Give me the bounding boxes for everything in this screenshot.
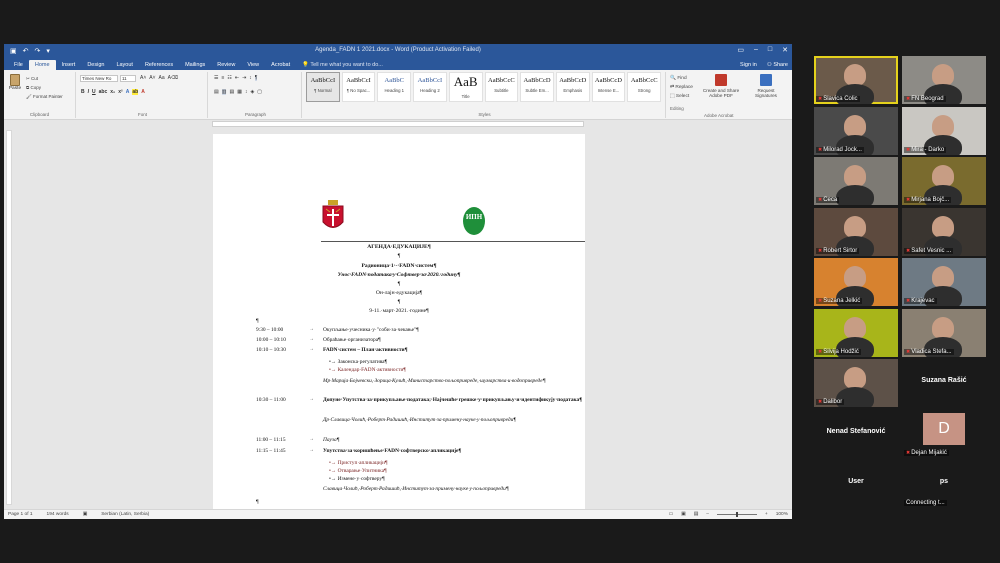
style-sample: AaBbCcI [310, 77, 336, 84]
participant-name: Krajevac [911, 298, 935, 304]
shrink-font-icon[interactable]: A˅ [149, 75, 156, 81]
participant-name-label [816, 399, 844, 405]
text-effects-icon[interactable]: A [125, 89, 130, 95]
participant-tile[interactable] [814, 359, 898, 407]
document-page[interactable] [213, 134, 585, 509]
clear-formatting-icon[interactable]: A⌫ [167, 75, 179, 81]
style-name: Intense E... [597, 88, 620, 93]
coat-of-arms-logo [321, 200, 345, 234]
zoom-controls [669, 512, 788, 517]
select-button[interactable]: ⬚ Select [670, 94, 690, 99]
sign-in-link[interactable]: Sign in [740, 62, 757, 68]
maximize-icon[interactable]: □ [767, 46, 773, 53]
muted-mic-icon: ✖ [906, 298, 911, 304]
participant-name: Suzana Rašić [921, 377, 967, 384]
change-case-icon[interactable]: Aa [158, 75, 165, 81]
ribbon-options-icon[interactable]: ▭ [737, 47, 744, 54]
styles-group-label: Styles [478, 112, 491, 117]
participant-video [844, 165, 866, 187]
underline-icon[interactable]: U [92, 89, 96, 95]
style-sample: AaBbCcD [523, 77, 551, 84]
ribbon-tabs [4, 58, 792, 70]
increase-indent-icon[interactable]: ⇥ [242, 75, 247, 81]
participant-name-label [816, 248, 859, 254]
close-icon[interactable]: ✕ [782, 47, 788, 54]
read-mode-icon[interactable]: ▭ [668, 512, 674, 517]
participant-name: Nenad Stefanović [826, 427, 886, 435]
participant-name-label [816, 197, 839, 203]
agenda-time: 10:00 – 10:10 [256, 337, 286, 343]
tab-insert[interactable]: Insert [61, 62, 76, 68]
format-painter-button[interactable]: 🖌 Format Painter [26, 94, 63, 99]
empty-paragraph: ¶ [397, 281, 401, 287]
participant-name: Milorad Jock... [823, 146, 862, 153]
muted-mic-icon: ✖ [906, 197, 911, 203]
style-name: ¶ Normal [314, 88, 332, 93]
font-size-dropdown[interactable]: 11 [120, 75, 136, 82]
participant-name: Mirjana Bojč... [911, 197, 950, 203]
agenda-item: Упутства·за·коришћење·FADN·софтверско·апликације¶ [323, 448, 462, 454]
create-pdf-label: Create and Share Adobe PDF [702, 88, 740, 98]
redo-icon[interactable]: ↷ [34, 48, 41, 55]
tab-review[interactable]: Review [217, 62, 236, 68]
participant-video [932, 317, 954, 339]
agenda-item: Мр·Марија·Бојчевски,·Зорица·Кулић,·Министарство·пољопривреде,·шумарства·и·водопривреде¶ [323, 378, 546, 384]
style-sample: AaB [453, 74, 478, 89]
font-color-icon[interactable]: A [141, 89, 145, 95]
show-marks-icon[interactable]: ¶ [254, 75, 258, 81]
participant-video [844, 317, 866, 339]
zoom-level[interactable]: 100% [775, 512, 788, 517]
participant-tile[interactable] [902, 56, 986, 104]
participant-video [932, 115, 954, 137]
tab-design[interactable]: Design [87, 62, 105, 68]
participant-video [836, 185, 874, 205]
find-label: Find [677, 76, 687, 81]
participant-tile[interactable] [902, 410, 986, 458]
ipn-logo [462, 206, 486, 236]
muted-mic-icon: ✖ [818, 348, 823, 355]
request-signatures-button[interactable] [748, 74, 784, 98]
agenda-item: FADN·систем – План·активности¶ [323, 347, 408, 353]
participant-tile[interactable] [902, 107, 986, 155]
participant-video [932, 64, 954, 86]
agenda-time: 10:30 – 11:00 [256, 397, 286, 403]
tab-arrow-icon: → [309, 448, 314, 453]
agenda-time: 9:30 – 10:00 [256, 327, 284, 333]
doc-subtitle-2: Унос·FADN·података·у·Софтвер·за·2020.·годину¶ [337, 272, 461, 278]
font-group-label: Font [137, 112, 147, 117]
editing-group [670, 74, 693, 113]
tab-home[interactable]: Home [29, 60, 56, 70]
agenda-item: Др·Славица·Чолић,·Роберт·Радишић,·Институт·за·примену·науке·у·пољопривреди¶ [323, 417, 517, 423]
participant-name-label [904, 147, 946, 153]
bullets-icon[interactable]: ☰ [214, 75, 219, 81]
participant-name-label [904, 349, 954, 355]
style-name: Subtitle [494, 88, 509, 93]
agenda-item: Обраћање·организатора¶ [323, 337, 381, 343]
style-sample: AaBbCcI [346, 77, 371, 84]
doc-subtitle-1: Радионица·1·-·FADN·систем¶ [361, 263, 437, 269]
muted-mic-icon: ✖ [818, 96, 823, 102]
tab-arrow-icon: → [309, 437, 314, 442]
style-sample: AaBbC [384, 77, 404, 84]
tab-arrow-icon: → [309, 337, 314, 342]
participant-name: Dalibor [823, 399, 843, 405]
style-name: Strong [637, 88, 651, 93]
pdf-icon [715, 74, 727, 86]
muted-mic-icon: ✖ [818, 247, 823, 254]
participant-tile[interactable] [902, 208, 986, 256]
participant-video [932, 266, 954, 288]
share-label: Share [773, 62, 788, 68]
subscript-icon[interactable]: x₂ [110, 89, 116, 95]
borders-icon[interactable]: ▢ [257, 89, 263, 95]
participant-tile[interactable] [814, 460, 898, 508]
zoom-slider[interactable] [717, 514, 757, 515]
doc-mode: Он-лајн·едукација¶ [375, 290, 423, 296]
participant-tile[interactable] [814, 309, 898, 357]
italic-icon[interactable]: I [87, 89, 90, 95]
tab-view[interactable]: View [247, 62, 260, 68]
participant-name-label [816, 96, 860, 102]
proofing-icon[interactable]: ▣ [82, 512, 88, 517]
highlight-icon[interactable]: ab [132, 89, 139, 95]
align-center-icon[interactable]: ▥ [221, 89, 227, 95]
zoom-out-icon[interactable]: – [706, 512, 709, 517]
vertical-ruler[interactable] [6, 130, 12, 505]
participant-tile[interactable] [902, 359, 986, 407]
agenda-time: 11:00 – 11:15 [256, 437, 286, 443]
tab-arrow-icon: → [309, 347, 314, 352]
participant-video [844, 266, 866, 288]
tab-file[interactable]: File [14, 62, 23, 68]
participant-name: Ceca [823, 197, 838, 203]
format-painter-label: Format Painter [32, 94, 63, 99]
muted-mic-icon: ✖ [906, 146, 911, 153]
signature-icon [760, 74, 772, 86]
list-controls [214, 75, 257, 81]
participant-tile[interactable] [814, 157, 898, 205]
style-name: Heading 2 [420, 88, 440, 93]
participant-tile[interactable] [814, 208, 898, 256]
print-layout-icon[interactable]: ▣ [681, 512, 686, 517]
title-bar [4, 44, 792, 58]
header-rule [321, 241, 585, 242]
muted-mic-icon: ✖ [906, 96, 911, 102]
sort-icon[interactable]: ↕ [249, 75, 252, 81]
align-left-icon[interactable]: ▤ [214, 89, 219, 95]
participant-tile[interactable] [814, 56, 898, 104]
agenda-item: Пауза¶ [323, 437, 340, 443]
window-controls [737, 46, 788, 54]
clipboard-group [4, 72, 76, 118]
paste-label: Paste [8, 86, 22, 91]
cut-button[interactable]: ✂ Cut [26, 76, 39, 81]
paragraph-group-label: Paragraph [244, 112, 266, 117]
format-row [81, 89, 145, 95]
participant-name: Dejan Mijakić [911, 449, 947, 456]
style-sample: AaBbCcI [417, 77, 443, 84]
empty-paragraph: ¶ [397, 299, 401, 305]
participant-video [844, 64, 866, 86]
empty-paragraph: ¶ [397, 253, 401, 259]
participant-tile[interactable] [814, 410, 898, 458]
font-name-dropdown[interactable]: Times New Ro [80, 75, 118, 82]
muted-mic-icon: ✖ [818, 146, 823, 153]
bold-icon[interactable]: B [81, 89, 85, 95]
grow-font-icon[interactable]: A˄ [140, 75, 147, 81]
muted-mic-icon: ✖ [906, 348, 911, 355]
empty-paragraph: ¶ [256, 318, 259, 324]
tell-me-box[interactable]: 💡 Tell me what you want to do... [302, 62, 383, 68]
create-pdf-button[interactable] [700, 74, 742, 98]
participant-video [844, 367, 866, 389]
strikethrough-icon[interactable]: abc [98, 89, 108, 95]
clipboard-group-label: Clipboard [29, 112, 50, 117]
page-count[interactable]: Page 1 of 1 [8, 512, 33, 517]
participant-tile[interactable] [902, 460, 986, 508]
participant-video [844, 115, 866, 137]
style-sample: AaBbCcD [594, 77, 623, 84]
participant-video [932, 165, 954, 187]
participant-name: Safet Vesnic ... [911, 247, 952, 254]
save-icon[interactable]: ▣ [10, 48, 17, 55]
agenda-bullet: •→ Приступ·апликацији¶ [329, 460, 388, 466]
request-signatures-label: Request Signatures [755, 88, 777, 98]
tab-arrow-icon: → [309, 397, 314, 402]
muted-mic-icon: ✖ [906, 449, 911, 456]
muted-mic-icon: ✖ [818, 197, 823, 203]
status-bar [4, 509, 792, 519]
customize-qat-icon[interactable]: ▾ [46, 48, 50, 55]
multilevel-list-icon[interactable]: ☷ [227, 75, 232, 81]
participant-name-label [904, 197, 951, 203]
minimize-icon[interactable]: – [753, 46, 758, 53]
style-name: Title [461, 94, 470, 99]
participant-name: ps [939, 478, 949, 485]
acrobat-group [700, 74, 790, 98]
web-layout-icon[interactable]: ▤ [693, 512, 699, 517]
empty-paragraph: ¶ [256, 499, 259, 505]
participant-name-label [904, 96, 946, 102]
participant-video [932, 216, 954, 238]
agenda-item: Допуне·Упутства·за·прикупљање·података;·Најчешће·грешке·у·прикупљању·и·идентификују·података¶ [323, 397, 583, 403]
account-area [740, 62, 788, 68]
cut-label: Cut [31, 76, 39, 81]
participant-name-label [904, 298, 937, 304]
participant-name: Mira - Darko [911, 146, 945, 153]
agenda-bullet: •→ Календар·FADN·активности¶ [329, 367, 406, 373]
style-sample: AaBbCcC [488, 77, 515, 84]
tab-acrobat[interactable]: Acrobat [271, 62, 291, 68]
participant-name: FN Beograd [911, 96, 944, 102]
muted-mic-icon: ✖ [818, 298, 823, 304]
undo-icon[interactable]: ↶ [22, 48, 29, 55]
participant-video [844, 216, 866, 238]
muted-mic-icon: ✖ [818, 399, 823, 405]
tab-mailings[interactable]: Mailings [185, 62, 206, 68]
decrease-indent-icon[interactable]: ⇤ [234, 75, 240, 81]
participant-tile[interactable] [902, 157, 986, 205]
style-name: ¶ No Spac... [346, 88, 371, 93]
doc-title: АГЕНДА·ЕДУКАЦИЈЕ¶ [367, 244, 431, 250]
line-spacing-icon[interactable]: ↕ [244, 89, 248, 95]
participant-avatar: D [923, 413, 965, 445]
align-right-icon[interactable]: ▤ [229, 89, 235, 95]
word-window [4, 44, 792, 519]
style-sample: AaBbCcD [559, 77, 587, 84]
ribbon [4, 70, 792, 120]
justify-icon[interactable]: ▦ [237, 89, 242, 95]
agenda-bullet: •→ Измене·у·софтверу¶ [329, 476, 385, 482]
replace-button[interactable]: ⇄ Replace [670, 85, 693, 90]
numbering-icon[interactable]: ≡ [221, 75, 225, 81]
select-label: Select [675, 94, 690, 99]
agenda-bullet: •→ Законска·регулатива¶ [329, 359, 388, 365]
style-name: Subtle Em... [525, 88, 549, 93]
styles-group [304, 72, 666, 118]
agenda-time: 10:10 – 10:30 [256, 347, 286, 353]
copy-label: Copy [30, 85, 41, 90]
paragraph-group [210, 72, 302, 118]
font-group [78, 72, 208, 118]
window-title: Agenda_FADN 1 2021.docx - Word (Product Activation Failed) [315, 47, 481, 53]
language-indicator[interactable]: Serbian (Latin, Serbia) [101, 512, 150, 517]
participant-name: Robert Sirtor [823, 247, 858, 254]
style-name: Emphasis [563, 88, 583, 93]
paste-button[interactable] [8, 74, 22, 96]
style-sample: AaBbCcC [630, 77, 658, 84]
tab-references[interactable]: References [144, 62, 174, 68]
participant-tile[interactable] [814, 107, 898, 155]
muted-mic-icon: ✖ [906, 247, 911, 254]
participant-name-label [904, 248, 953, 254]
agenda-bullet: •→ Отварање·Упитника¶ [329, 468, 387, 474]
superscript-icon[interactable]: x² [118, 89, 123, 95]
style-name: Heading 1 [384, 88, 405, 93]
word-count[interactable]: 194 words [46, 512, 69, 517]
participant-name-label [904, 450, 949, 456]
participant-tile[interactable] [814, 258, 898, 306]
participant-name-label [816, 147, 864, 153]
replace-label: Replace [675, 85, 693, 90]
tab-layout[interactable]: Layout [116, 62, 133, 68]
participant-name: Suzana Jelkić [823, 298, 861, 304]
participant-name: Slavica Colic [823, 96, 858, 102]
horizontal-ruler[interactable] [4, 120, 792, 128]
font-size-controls [140, 75, 178, 81]
share-button[interactable]: ⚇ Share [766, 62, 788, 68]
agenda-item: Окупљање·учесника·у·"соби·за·чекање"¶ [323, 327, 419, 333]
participant-name-label [816, 349, 861, 355]
participant-name-label [816, 298, 862, 304]
participant-tile[interactable] [902, 258, 986, 306]
participant-name: Vladica Stefa... [911, 348, 952, 355]
connection-status: Connecting t... [906, 500, 945, 506]
find-button[interactable]: 🔍 Find [670, 76, 687, 81]
tell-me-text: Tell me what you want to do... [310, 62, 383, 68]
participant-name: Silvija Hodžić [823, 348, 859, 355]
zoom-in-icon[interactable]: + [764, 512, 768, 517]
align-controls [214, 89, 262, 95]
agenda-item: Славица·Чолић,·Роберт·Радишић,·Институт·за·примену·науке·у·пољопривреди¶ [323, 486, 509, 492]
ipn-logo-text: ИПН [465, 213, 483, 221]
clipboard-icon [10, 74, 20, 86]
tab-arrow-icon: → [309, 327, 314, 332]
agenda-time: 11:15 – 11:45 [256, 448, 286, 454]
participant-name: User [848, 478, 864, 485]
shading-icon[interactable]: ◈ [250, 89, 255, 95]
acrobat-group-label: Adobe Acrobat [704, 113, 734, 118]
participant-tile[interactable] [902, 309, 986, 357]
copy-button[interactable]: ⧉ Copy [26, 85, 41, 90]
doc-date: 9-11.·март·2021.·године¶ [369, 308, 429, 314]
editing-group-label: Editing [670, 106, 684, 111]
